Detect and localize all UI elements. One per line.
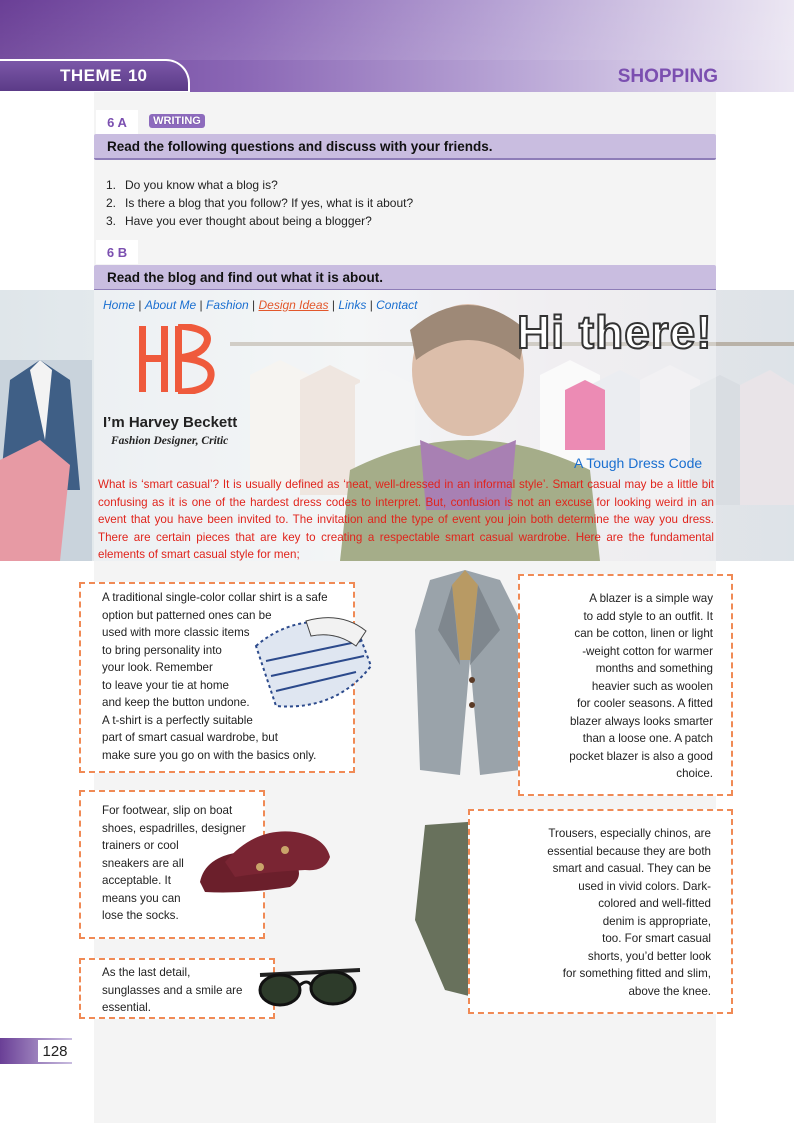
greeting-heading: Hi there! — [517, 306, 713, 358]
article-intro: What is ‘smart casual’? It is usually defined as ‘neat, well-dressed in an informal style’. Smart casual may be a little bit confusing as it is one of the hardest dress codes to interpret. But, confusion is not an excuse for looking weird in an event that you have been invited to. The invitation and the type of event you join both determine the way you dress. There are certain pieces that are key to creating a respectable smart casual wardrobe. Here are the fundamental elements of smart casual style for men; — [98, 478, 714, 561]
list-item: 3. Have you ever thought about being a blogger? — [106, 214, 372, 228]
blazer-image — [410, 570, 530, 775]
shoes-tip-text: For footwear, slip on boat shoes, espadrilles, designer trainers or cool sneakers are all acceptable. It means you can lose the socks. — [102, 804, 246, 922]
section-tab-6a: 6 A — [96, 110, 138, 134]
article-title[interactable]: A Tough Dress Code — [574, 455, 703, 471]
shirt-image — [246, 606, 376, 716]
nav-home-link[interactable]: Home — [103, 298, 136, 312]
blazer-tip-box — [518, 574, 733, 796]
nav-about-link[interactable]: About Me — [144, 298, 197, 312]
author-role: Fashion Designer, Critic — [111, 435, 229, 447]
header-sheen — [0, 0, 794, 60]
trousers-tip-text: Trousers, especially chinos, are essential because they are both smart and casual. They can be used in vivid colors. Dark- colored and well-fitted denim is appropriate, too. For smart casual shorts, you’d better look for something fitted and slim, above the knee. — [547, 827, 711, 998]
chapter-title: SHOPPING — [617, 66, 718, 87]
theme-number: 10 — [128, 66, 147, 85]
instruction-bar-6a — [94, 134, 716, 160]
writing-badge: WRITING — [149, 114, 205, 128]
nav-fashion-link[interactable]: Fashion — [205, 298, 249, 312]
blog-nav: Home | About Me | Fashion | Design Ideas | Links | Contact — [103, 298, 418, 312]
question-list — [106, 176, 413, 230]
sunglasses-tip-box — [79, 958, 275, 1019]
page-number: 128 — [38, 1040, 72, 1062]
list-item: 2. Is there a blog that you follow? If yes, what is it about? — [106, 196, 414, 210]
nav-links-link[interactable]: Links — [338, 298, 367, 312]
blazer-tip-text: A blazer is a simple way to add style to an outfit. It can be cotton, linen or light -weight cotton for warmer months and something heavier such as woolen for cooler seasons. A fitted blazer always looks smarter than a loose one. A patch pocket blazer is also a good choice. — [569, 592, 713, 780]
instruction-bar-6b — [94, 265, 716, 291]
hb-logo — [137, 324, 217, 394]
loafers-image — [195, 822, 335, 902]
shirt-tip-text: A traditional single-color collar shirt is a safe option but patterned ones can be used with more classic items to bring personality into your look. Remember to leave your tie at home and keep the button undone. A t-shirt is a perfectly suitable part of smart casual wardrobe, but make sure you go on with the basics only. — [102, 591, 328, 762]
theme-label: THEME — [60, 66, 122, 85]
list-item: 1. Do you know what a blog is? — [106, 178, 278, 192]
shirt-tip-box — [79, 582, 355, 773]
nav-contact-link[interactable]: Contact — [376, 298, 418, 312]
nav-design-ideas-link[interactable]: Design Ideas — [258, 298, 329, 312]
instruction-text: Read the blog and find out what it is about. — [107, 269, 383, 285]
sunglasses-image — [255, 965, 365, 1015]
trousers-tip-box — [468, 809, 733, 1014]
author-name: I’m Harvey Beckett — [103, 414, 238, 431]
instruction-text: Read the following questions and discuss with your friends. — [107, 138, 493, 154]
section-tab-6b: 6 B — [96, 240, 138, 264]
sunglasses-tip-text: As the last detail, sunglasses and a smile are essential. — [102, 966, 243, 1014]
